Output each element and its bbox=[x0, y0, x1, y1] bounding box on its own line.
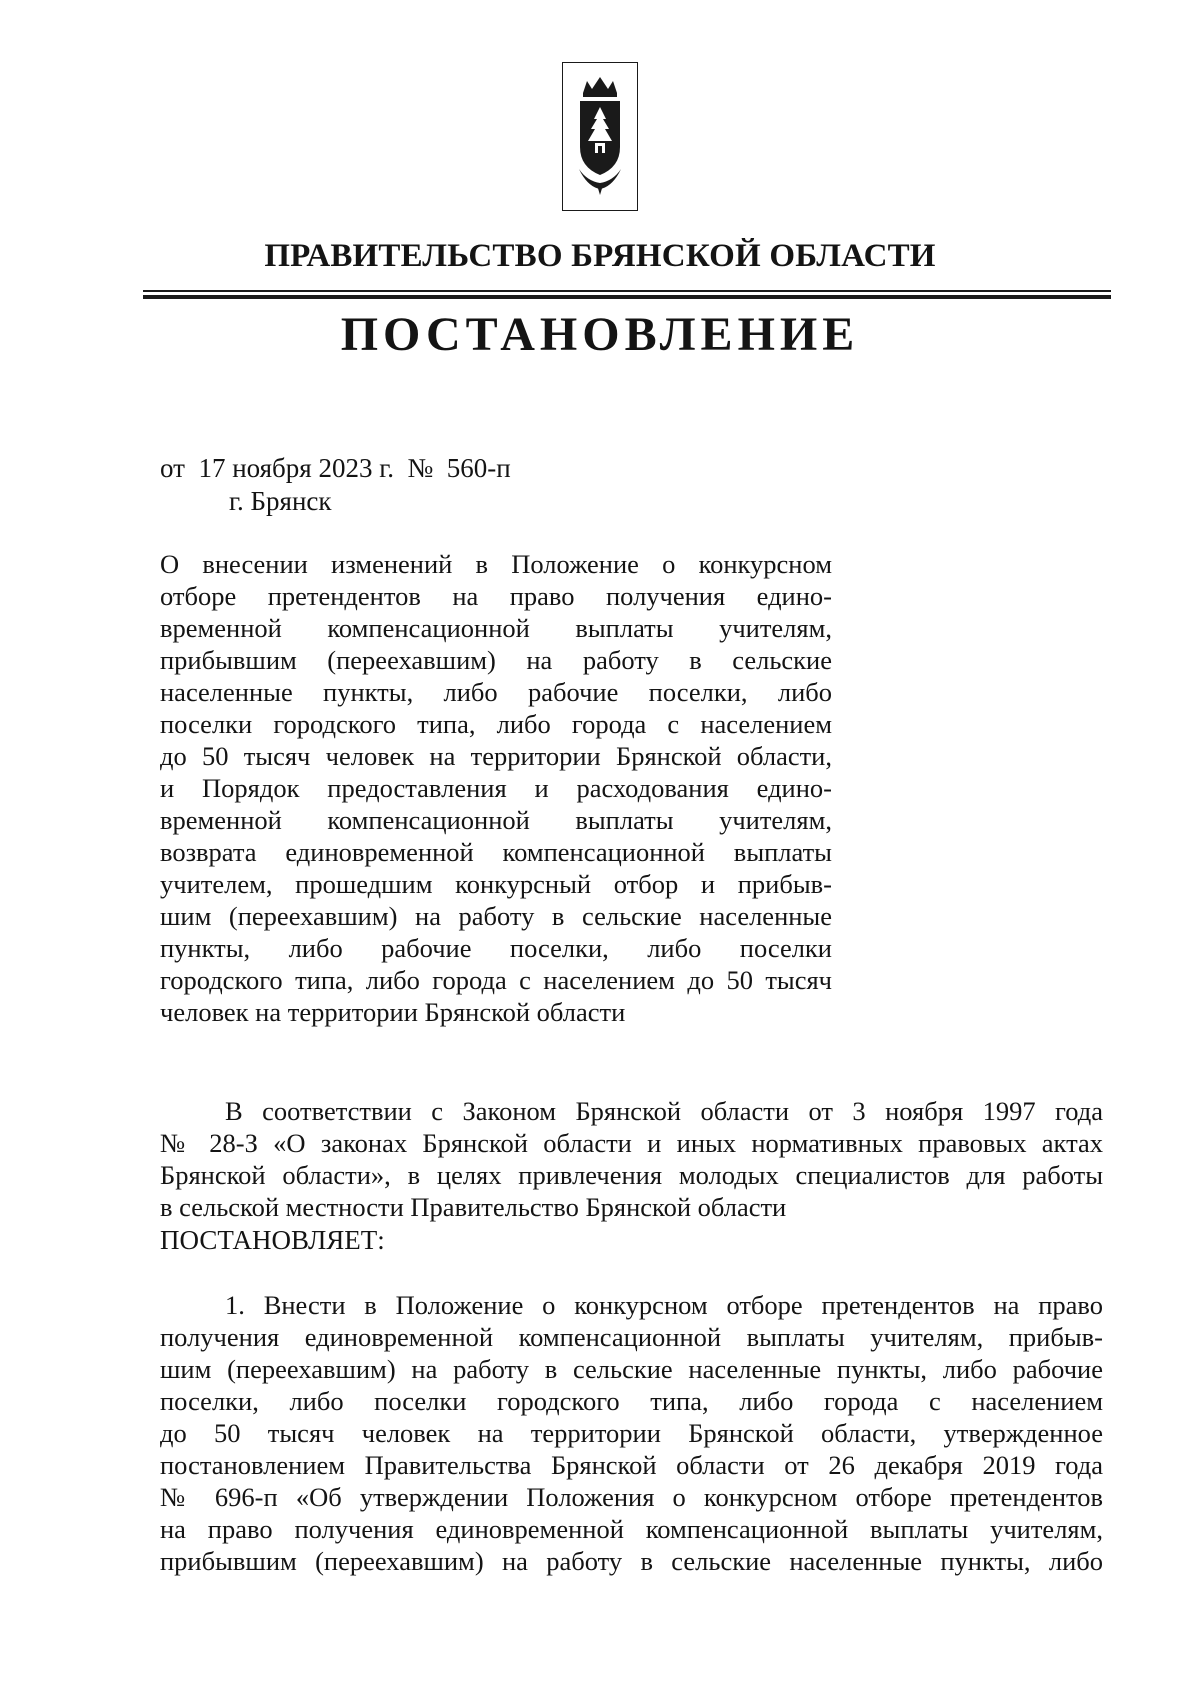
item-1-line: 1. Внести в Положение о конкурсном отборе претендентов на право bbox=[225, 1290, 1103, 1320]
document-date-number: от 17 ноября 2023 г. № 560-п bbox=[160, 453, 511, 483]
header-rule-thick bbox=[143, 295, 1111, 299]
item-1-line: получения единовременной компенсационной выплаты учителям, прибыв- bbox=[160, 1322, 1103, 1352]
preamble-line: Брянской области», в целях привлечения молодых специалистов для работы bbox=[160, 1160, 1103, 1190]
subject-line: шим (переехавшим) на работу в сельские населенные bbox=[160, 901, 832, 931]
subject-line: временной компенсационной выплаты учителям, bbox=[160, 805, 832, 835]
subject-line: пункты, либо рабочие поселки, либо поселки bbox=[160, 933, 832, 963]
subject-line: временной компенсационной выплаты учителям, bbox=[160, 613, 832, 643]
subject-line: и Порядок предоставления и расходования едино- bbox=[160, 773, 832, 803]
subject-line: городского типа, либо города с населением до 50 тысяч bbox=[160, 965, 832, 995]
header-rule-thin bbox=[143, 290, 1111, 292]
coat-of-arms-icon bbox=[575, 75, 625, 197]
preamble-line: № 28-З «О законах Брянской области и иных нормативных правовых актах bbox=[160, 1128, 1103, 1158]
subject-line: учителем, прошедшим конкурсный отбор и прибыв- bbox=[160, 869, 832, 899]
coat-of-arms bbox=[562, 62, 638, 211]
subject-line: поселки городского типа, либо города с населением bbox=[160, 709, 832, 739]
subject-line: прибывшим (переехавшим) на работу в сельские bbox=[160, 645, 832, 675]
preamble-line: в сельской местности Правительство Брянской области bbox=[160, 1192, 787, 1222]
resolves-heading: ПОСТАНОВЛЯЕТ: bbox=[160, 1225, 385, 1255]
document-type-title: ПОСТАНОВЛЕНИЕ bbox=[340, 308, 860, 361]
document-city: г. Брянск bbox=[229, 486, 332, 516]
subject-line: населенные пункты, либо рабочие поселки, либо bbox=[160, 677, 832, 707]
preamble-line: В соответствии с Законом Брянской области от 3 ноября 1997 года bbox=[225, 1096, 1103, 1126]
preamble-paragraph bbox=[160, 1095, 1103, 1223]
subject-line: человек на территории Брянской области bbox=[160, 997, 626, 1027]
item-1-line: шим (переехавшим) на работу в сельские населенные пункты, либо рабочие bbox=[160, 1354, 1103, 1384]
subject-line: О внесении изменений в Положение о конкурсном bbox=[160, 549, 832, 579]
subject-line: возврата единовременной компенсационной выплаты bbox=[160, 837, 832, 867]
organization-name: ПРАВИТЕЛЬСТВО БРЯНСКОЙ ОБЛАСТИ bbox=[264, 238, 936, 274]
item-1-line: № 696-п «Об утверждении Положения о конкурсном отборе претендентов bbox=[160, 1482, 1103, 1512]
item-1-paragraph bbox=[160, 1289, 1103, 1577]
item-1-line: на право получения единовременной компенсационной выплаты учителям, bbox=[160, 1514, 1103, 1544]
document-subject bbox=[160, 548, 832, 1028]
item-1-line: постановлением Правительства Брянской области от 26 декабря 2019 года bbox=[160, 1450, 1103, 1480]
subject-line: отборе претендентов на право получения едино- bbox=[160, 581, 832, 611]
item-1-line: поселки, либо поселки городского типа, либо города с населением bbox=[160, 1386, 1103, 1416]
item-1-line: до 50 тысяч человек на территории Брянской области, утвержденное bbox=[160, 1418, 1103, 1448]
subject-line: до 50 тысяч человек на территории Брянской области, bbox=[160, 741, 832, 771]
item-1-line: прибывшим (переехавшим) на работу в сельские населенные пункты, либо bbox=[160, 1546, 1103, 1576]
